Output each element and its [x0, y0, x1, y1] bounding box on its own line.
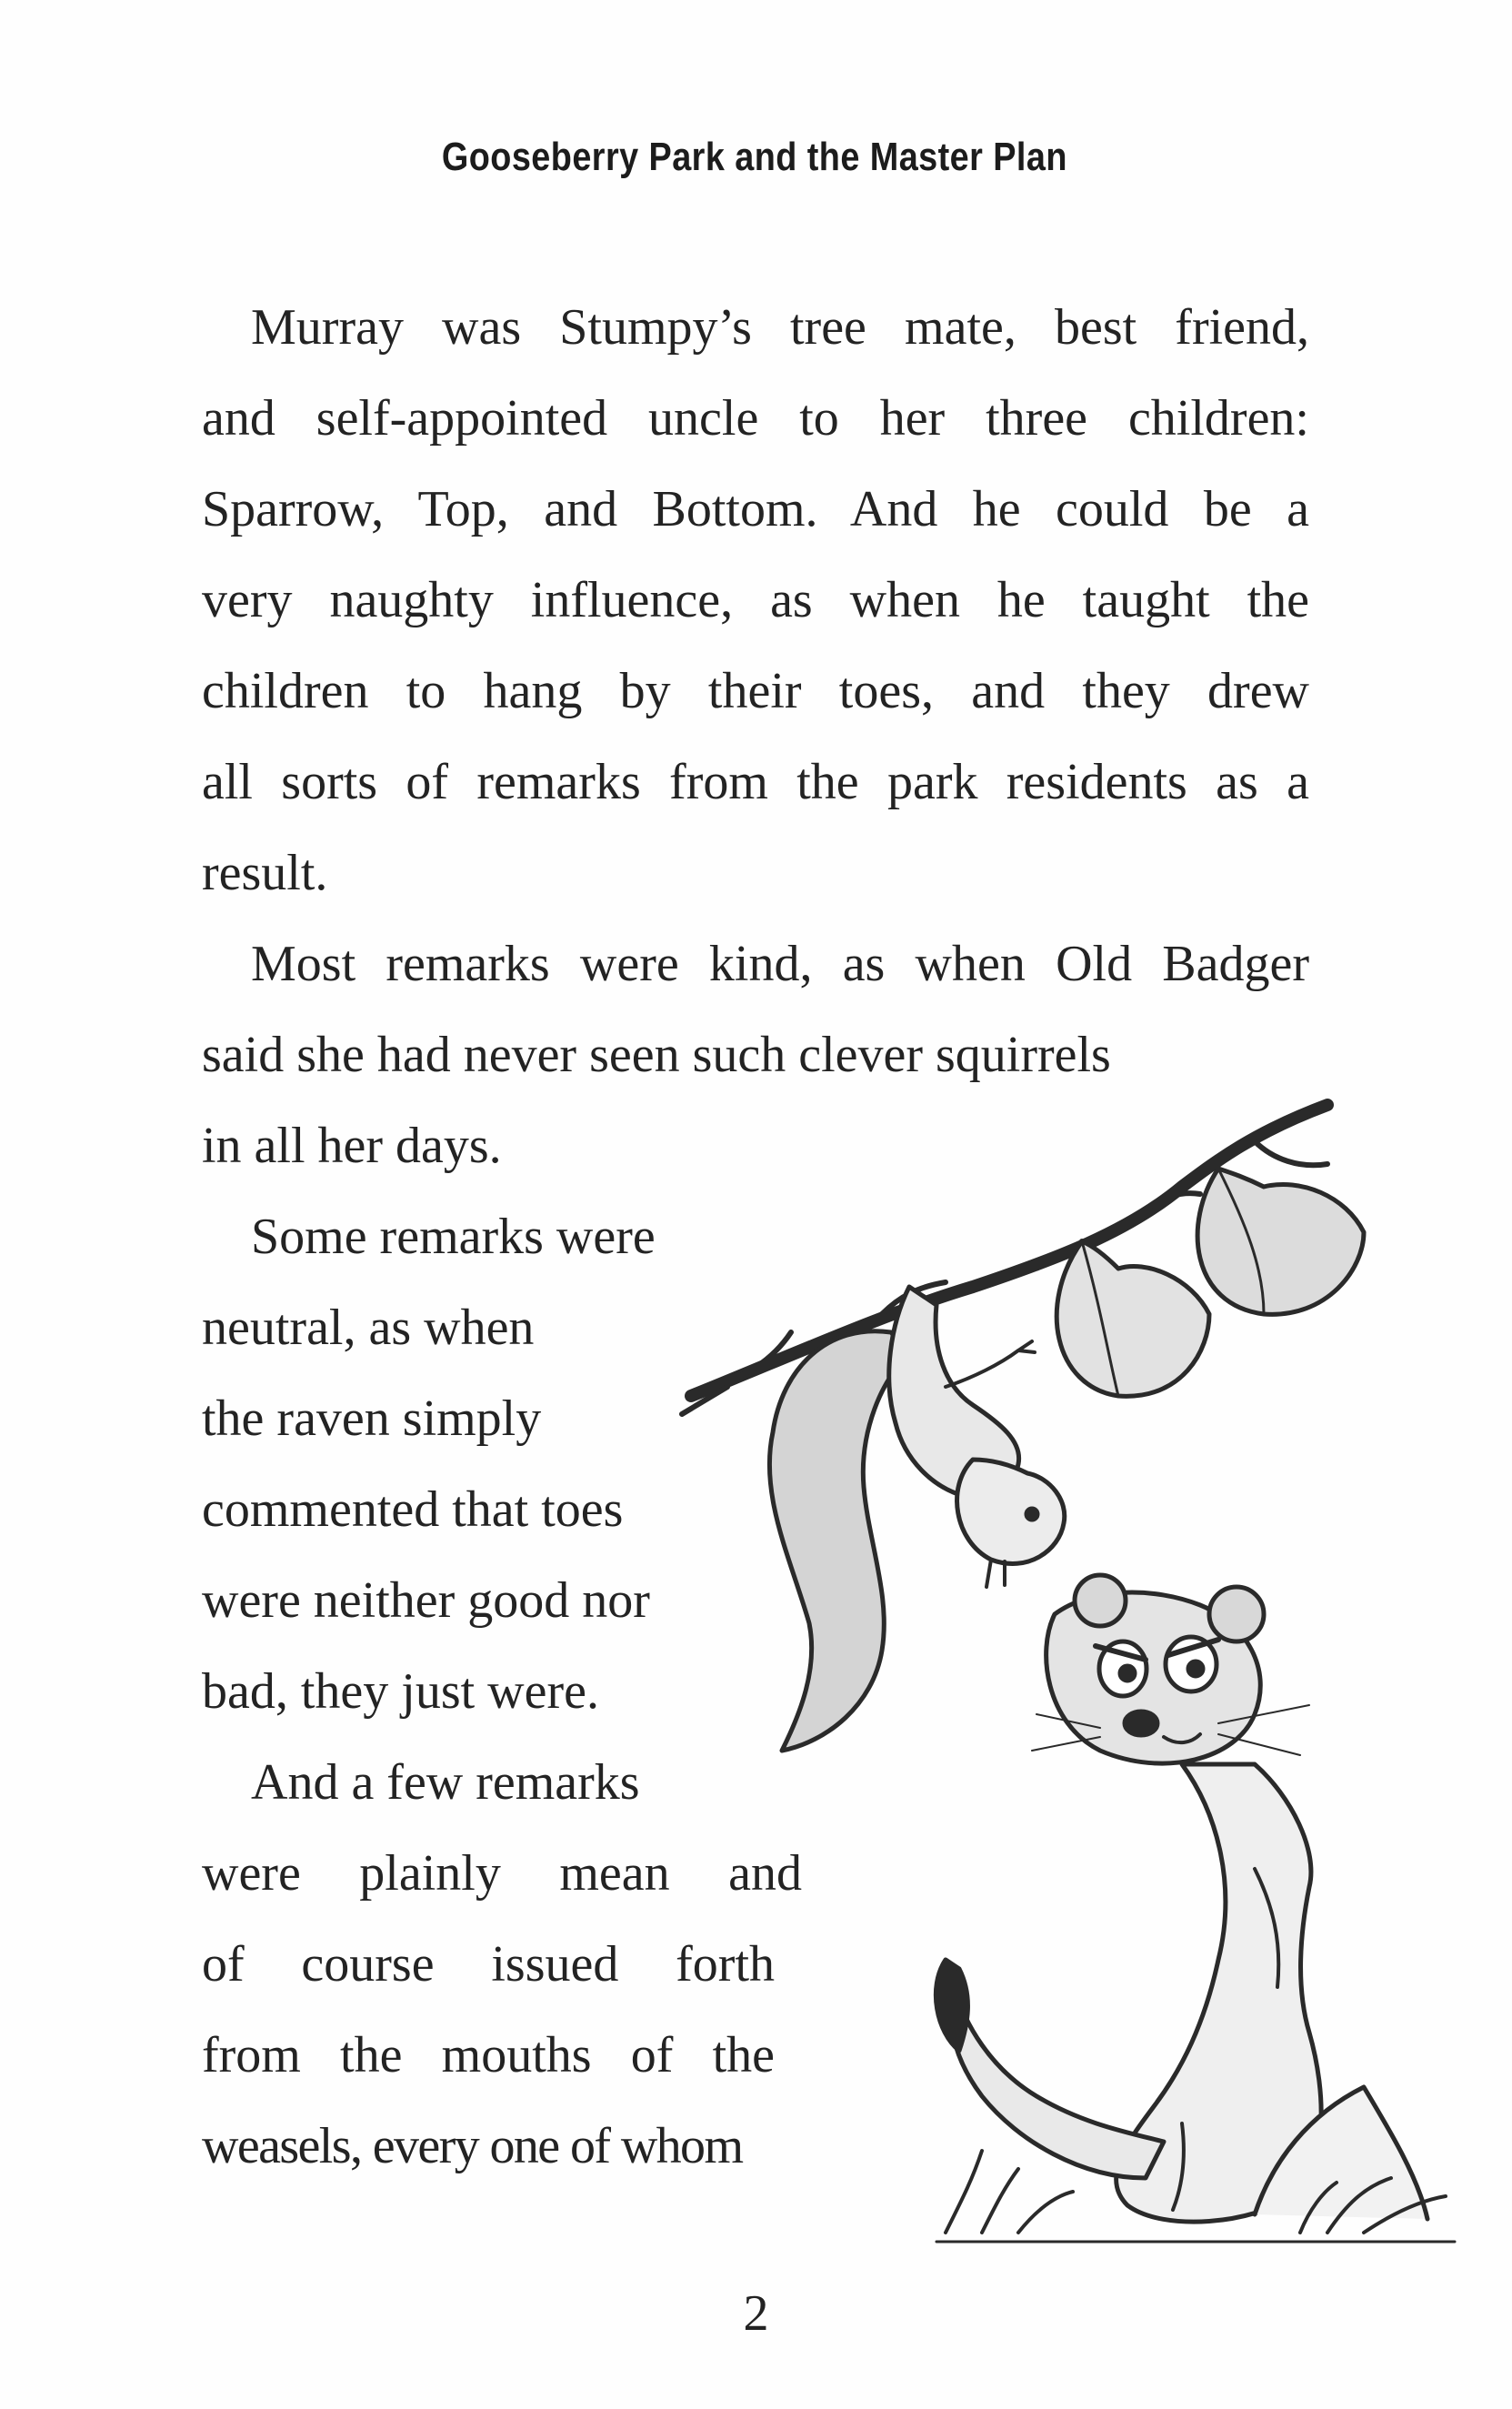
text-line: result.: [202, 845, 328, 901]
text-line: Most remarks were kind, as when Old Badger: [251, 936, 1309, 992]
text-line: and self-appointed uncle to her three children:: [202, 390, 1309, 447]
text-line: Some remarks were: [251, 1209, 656, 1265]
text-line: in all her days.: [202, 1118, 502, 1174]
text-line: said she had never seen such clever squirrels: [202, 1027, 1111, 1083]
page-number: 2: [743, 2285, 769, 2342]
text-line: from the mouths of the: [202, 2027, 775, 2083]
text-line: children to hang by their toes, and they drew: [202, 663, 1309, 719]
running-head: Gooseberry Park and the Master Plan: [441, 135, 1067, 179]
text-line: neutral, as when: [202, 1300, 535, 1356]
text-line: all sorts of remarks from the park residents as a: [202, 754, 1309, 810]
text-line: commented that toes: [202, 1481, 624, 1538]
squirrel-and-weasel-illustration: [673, 1087, 1473, 2269]
text-line: were neither good nor: [202, 1572, 650, 1629]
text-line: very naughty influence, as when he taught the: [202, 572, 1309, 628]
text-line: weasels, every one of whom: [202, 2118, 743, 2174]
text-line: And a few remarks: [251, 1754, 640, 1811]
text-line: were plainly mean and: [202, 1845, 802, 1902]
text-line: Murray was Stumpy’s tree mate, best friend,: [251, 299, 1309, 356]
text-line: Sparrow, Top, and Bottom. And he could be a: [202, 481, 1309, 537]
leaf: [1056, 1241, 1209, 1396]
text-line: bad, they just were.: [202, 1663, 599, 1720]
text-line: of course issued forth: [202, 1936, 775, 1992]
leaf: [1197, 1169, 1364, 1314]
text-line: the raven simply: [202, 1390, 542, 1447]
squirrel-head: [957, 1460, 1065, 1563]
